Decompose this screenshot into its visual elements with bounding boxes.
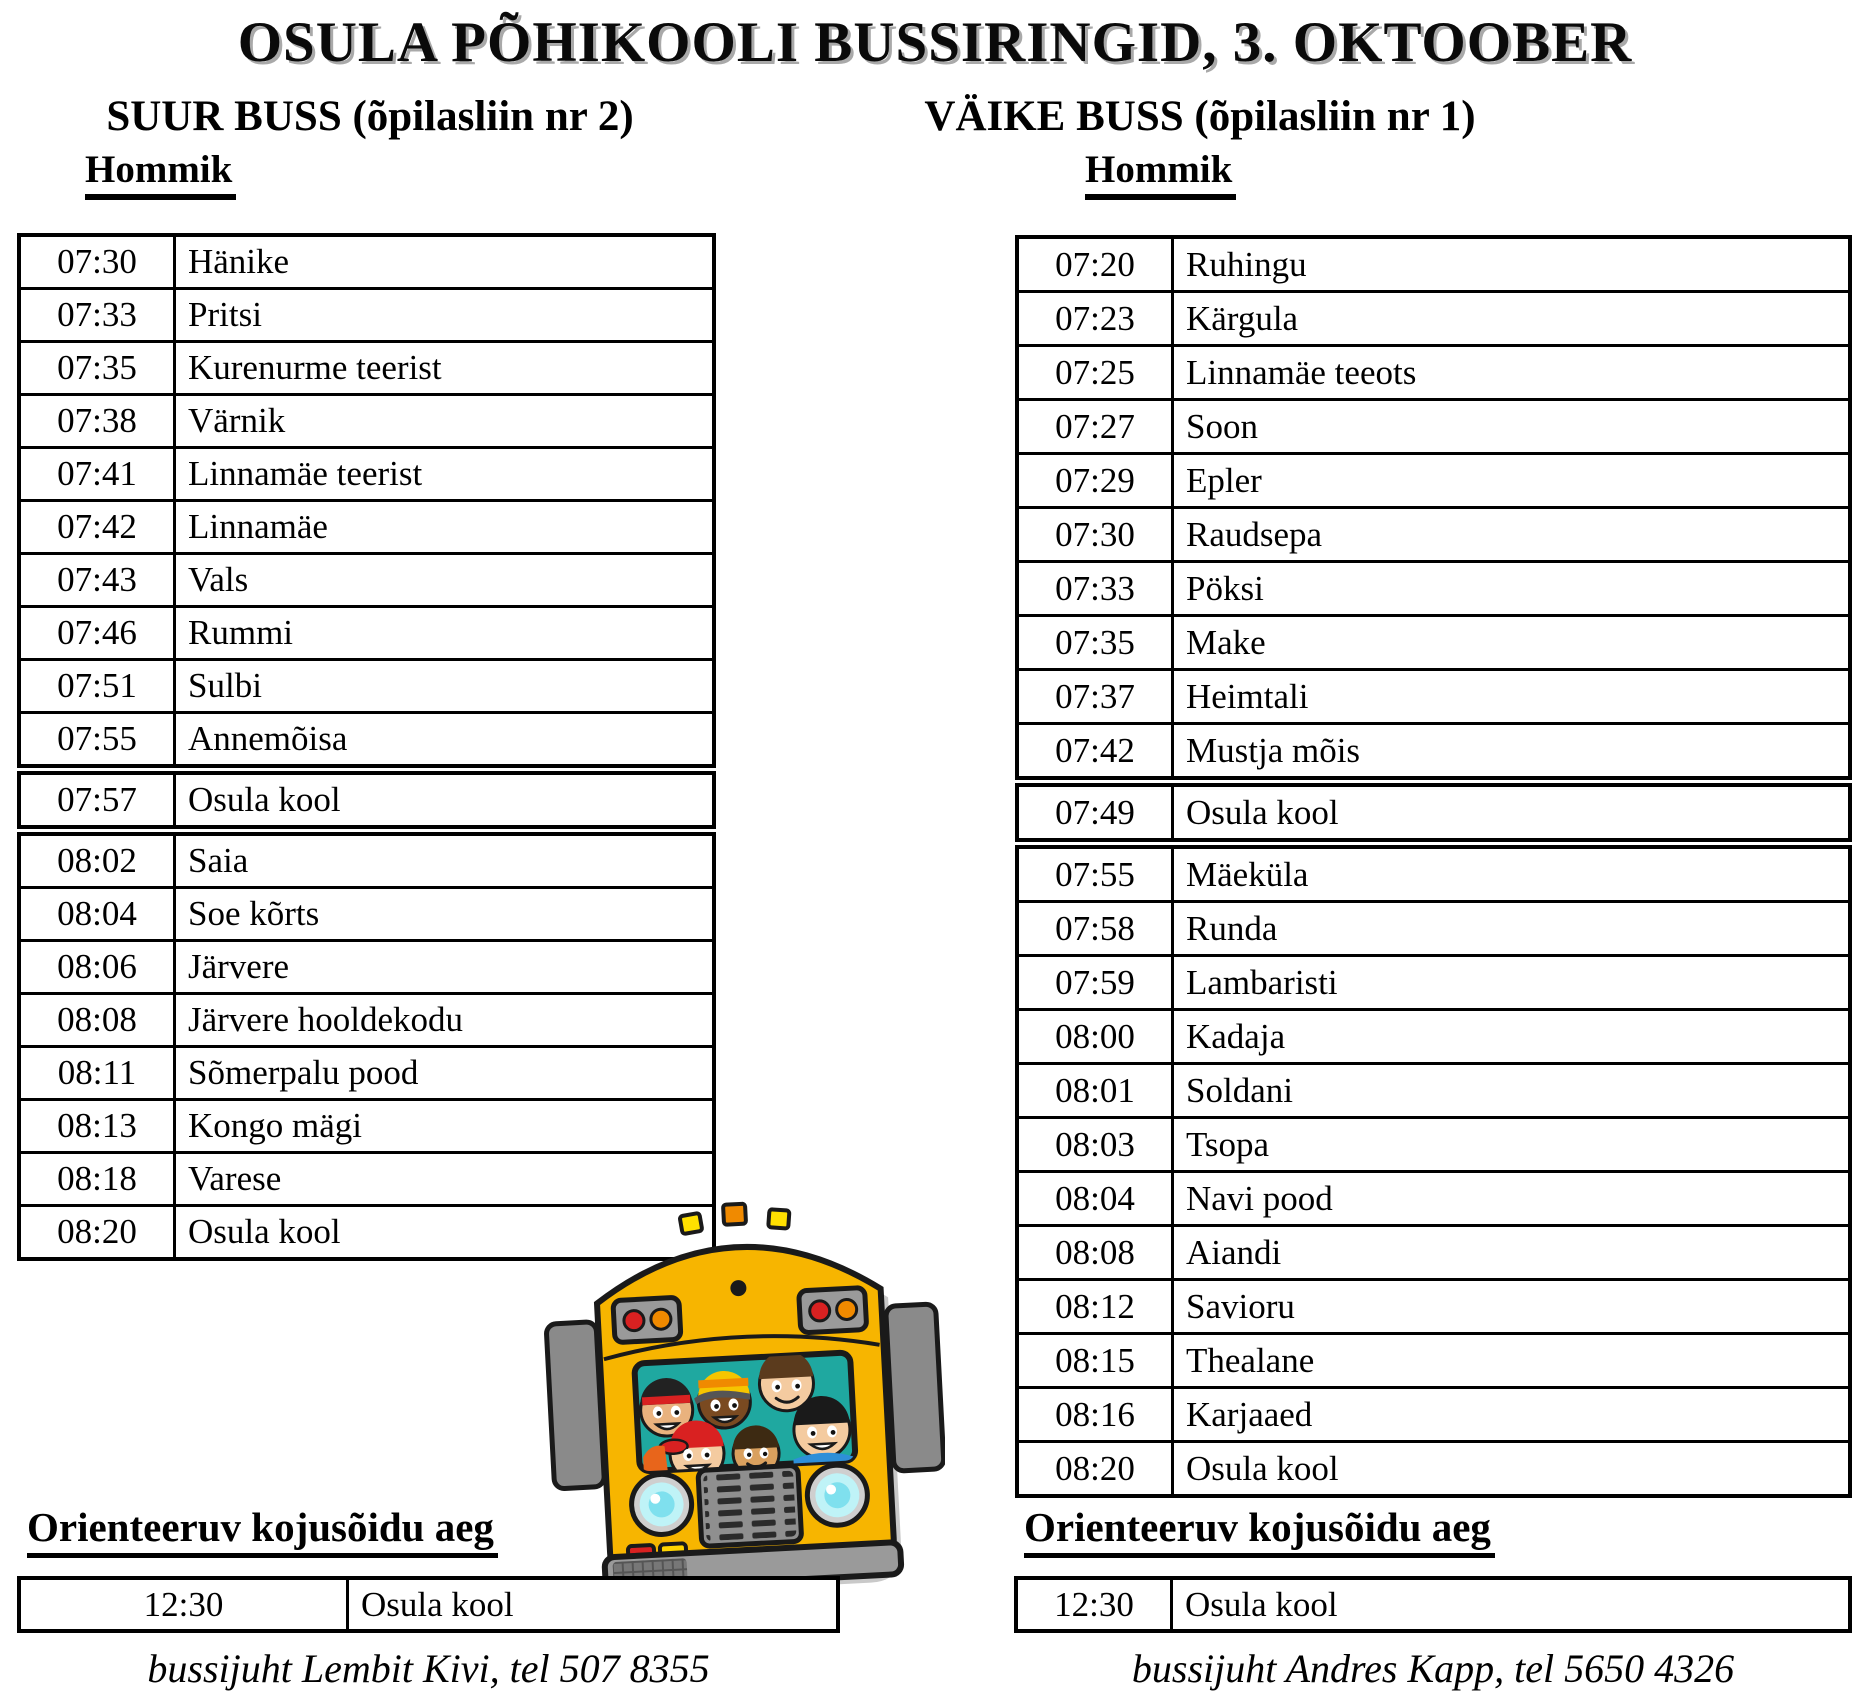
time-cell: 07:33: [1055, 568, 1135, 608]
timetable-row: [21, 992, 712, 1045]
timetable-row: [21, 711, 712, 764]
timetable-row: [21, 499, 712, 552]
timetable-section: [17, 1576, 840, 1633]
timetable-row: [1019, 722, 1848, 776]
stop-cell: Kadaja: [1171, 1011, 1848, 1062]
stop-cell: Annemõisa: [173, 714, 712, 764]
timetable-row: [1019, 1386, 1848, 1440]
time-cell: 12:30: [1054, 1584, 1134, 1624]
stop-cell: Karjaaed: [1171, 1389, 1848, 1440]
timetable-row: [21, 446, 712, 499]
timetable-row: [1019, 668, 1848, 722]
stop-cell: Kurenurme teerist: [173, 343, 712, 393]
timetable-row: [21, 393, 712, 446]
stop-cell: Ruhingu: [1171, 239, 1848, 290]
time-cell: 07:57: [57, 780, 137, 819]
right-departure-table: [1014, 1576, 1852, 1633]
timetable-row: [21, 1045, 712, 1098]
timetable-row: [1019, 1008, 1848, 1062]
time-cell: 08:04: [57, 894, 137, 933]
stop-cell: Aiandi: [1171, 1227, 1848, 1278]
stop-cell: Linnamäe teerist: [173, 449, 712, 499]
time-cell: 07:30: [1055, 514, 1135, 554]
time-cell: 07:43: [57, 560, 137, 599]
stop-cell: Raudsepa: [1171, 509, 1848, 560]
stop-cell: Sulbi: [173, 661, 712, 711]
time-cell: 07:37: [1055, 676, 1135, 716]
stop-cell: Osula kool: [1170, 1580, 1848, 1629]
time-cell: 08:12: [1055, 1286, 1135, 1326]
timetable-row: [21, 775, 712, 825]
timetable-row: [21, 658, 712, 711]
time-cell: 08:02: [57, 841, 137, 880]
time-cell: 07:35: [57, 348, 137, 387]
time-cell: 08:06: [57, 947, 137, 986]
time-cell: 07:59: [1055, 962, 1135, 1002]
left-morning-label: Hommik: [85, 150, 236, 200]
timetable-row: [21, 836, 712, 886]
stop-cell: Osula kool: [1171, 787, 1848, 838]
left-mirror: [546, 1322, 605, 1489]
stop-cell: Make: [1171, 617, 1848, 668]
time-cell: 07:58: [1055, 908, 1135, 948]
right-morning-label: Hommik: [1085, 150, 1236, 200]
time-cell: 07:27: [1055, 406, 1135, 446]
timetable-row: [21, 340, 712, 393]
stop-cell: Soe kõrts: [173, 889, 712, 939]
timetable-row: [1019, 1440, 1848, 1494]
stop-cell: Osula kool: [173, 1207, 712, 1257]
stop-cell: Tsopa: [1171, 1119, 1848, 1170]
time-cell: 07:23: [1055, 298, 1135, 338]
time-cell: 07:29: [1055, 460, 1135, 500]
left-driver-info: bussijuht Lembit Kivi, tel 507 8355: [147, 1646, 710, 1691]
stop-cell: Saia: [173, 836, 712, 886]
stop-cell: Mustja mõis: [1171, 725, 1848, 776]
timetable-row: [1019, 614, 1848, 668]
time-cell: 07:25: [1055, 352, 1135, 392]
left-bus-header: SUUR BUSS (õpilasliin nr 2): [106, 93, 634, 140]
time-cell: 08:04: [1055, 1178, 1135, 1218]
timetable-row: [21, 886, 712, 939]
stop-cell: Värnik: [173, 396, 712, 446]
stop-cell: Pöksi: [1171, 563, 1848, 614]
timetable-section: [1015, 845, 1852, 1498]
timetable-row: [1019, 344, 1848, 398]
left-departure-table: [17, 1576, 840, 1633]
timetable-section: [17, 233, 716, 768]
timetable-row: [21, 237, 712, 287]
time-cell: 08:13: [57, 1106, 137, 1145]
stop-cell: Heimtali: [1171, 671, 1848, 722]
time-cell: 08:16: [1055, 1394, 1135, 1434]
timetable-row: [1019, 398, 1848, 452]
stop-cell: Osula kool: [173, 775, 712, 825]
stop-cell: Pritsi: [173, 290, 712, 340]
timetable-section: [1014, 1576, 1852, 1633]
time-cell: 07:46: [57, 613, 137, 652]
stop-cell: Linnamäe: [173, 502, 712, 552]
stop-cell: Thealane: [1171, 1335, 1848, 1386]
stop-cell: Runda: [1171, 903, 1848, 954]
right-bus-header: VÄIKE BUSS (õpilasliin nr 1): [924, 93, 1476, 140]
timetable-row: [1019, 900, 1848, 954]
left-departure-label: Orienteeruv kojusõidu aeg: [27, 1506, 498, 1558]
timetable-row: [1019, 787, 1848, 838]
time-cell: 12:30: [143, 1584, 224, 1624]
timetable-row: [21, 1580, 836, 1629]
stop-cell: Kongo mägi: [173, 1101, 712, 1151]
timetable-row: [1019, 1332, 1848, 1386]
time-cell: 07:55: [57, 719, 137, 758]
time-cell: 08:15: [1055, 1340, 1135, 1380]
time-cell: 08:18: [57, 1159, 137, 1198]
timetable-row: [1019, 560, 1848, 614]
timetable-row: [1018, 1580, 1848, 1629]
time-cell: 08:20: [57, 1212, 137, 1251]
stop-cell: Rummi: [173, 608, 712, 658]
stop-cell: Savioru: [1171, 1281, 1848, 1332]
time-cell: 07:55: [1055, 854, 1135, 894]
stop-cell: Varese: [173, 1154, 712, 1204]
time-cell: 07:35: [1055, 622, 1135, 662]
stop-cell: Järvere: [173, 942, 712, 992]
right-mirror: [886, 1304, 945, 1471]
time-cell: 08:20: [1055, 1448, 1135, 1488]
right-driver-info: bussijuht Andres Kapp, tel 5650 4326: [1131, 1646, 1735, 1691]
timetable-section: [17, 771, 716, 829]
timetable-row: [1019, 954, 1848, 1008]
timetable-section: [1015, 235, 1852, 780]
timetable-row: [1019, 849, 1848, 900]
timetable-row: [21, 1098, 712, 1151]
stop-cell: Järvere hooldekodu: [173, 995, 712, 1045]
timetable-row: [1019, 1278, 1848, 1332]
time-cell: 07:42: [1055, 730, 1135, 770]
time-cell: 07:20: [1055, 244, 1135, 284]
stop-cell: Sõmerpalu pood: [173, 1048, 712, 1098]
right-morning-timetable: [1015, 235, 1852, 1498]
time-cell: 08:11: [57, 1053, 137, 1092]
time-cell: 08:08: [1055, 1232, 1135, 1272]
time-cell: 07:51: [57, 666, 137, 705]
left-morning-timetable: [17, 233, 716, 1261]
timetable-row: [21, 552, 712, 605]
time-cell: 07:42: [57, 507, 137, 546]
timetable-row: [1019, 1116, 1848, 1170]
stop-cell: Soon: [1171, 401, 1848, 452]
school-bus-illustration: [543, 1146, 945, 1591]
stop-cell: Navi pood: [1171, 1173, 1848, 1224]
stop-cell: Osula kool: [346, 1580, 836, 1629]
time-cell: 07:33: [57, 295, 137, 334]
stop-cell: Epler: [1171, 455, 1848, 506]
timetable-row: [21, 605, 712, 658]
stop-cell: Osula kool: [1171, 1443, 1848, 1494]
timetable-row: [1019, 1170, 1848, 1224]
timetable-row: [1019, 290, 1848, 344]
time-cell: 07:30: [57, 242, 137, 281]
timetable-row: [1019, 239, 1848, 290]
time-cell: 07:38: [57, 401, 137, 440]
time-cell: 07:49: [1055, 792, 1135, 832]
stop-cell: Soldani: [1171, 1065, 1848, 1116]
timetable-row: [21, 287, 712, 340]
timetable-row: [1019, 506, 1848, 560]
time-cell: 08:08: [57, 1000, 137, 1039]
timetable-row: [1019, 452, 1848, 506]
timetable-section: [1015, 783, 1852, 842]
stop-cell: Linnamäe teeots: [1171, 347, 1848, 398]
time-cell: 08:03: [1055, 1124, 1135, 1164]
time-cell: 08:00: [1055, 1016, 1135, 1056]
timetable-row: [1019, 1224, 1848, 1278]
timetable-row: [1019, 1062, 1848, 1116]
stop-cell: Hänike: [173, 237, 712, 287]
stop-cell: Mäeküla: [1171, 849, 1848, 900]
right-departure-label: Orienteeruv kojusõidu aeg: [1024, 1506, 1495, 1558]
timetable-row: [21, 939, 712, 992]
stop-cell: Kärgula: [1171, 293, 1848, 344]
time-cell: 07:41: [57, 454, 137, 493]
stop-cell: Vals: [173, 555, 712, 605]
page-title: OSULA PÕHIKOOLI BUSSIRINGID, 3. OKTOOBER: [237, 11, 1633, 74]
time-cell: 08:01: [1055, 1070, 1135, 1110]
stop-cell: Lambaristi: [1171, 957, 1848, 1008]
